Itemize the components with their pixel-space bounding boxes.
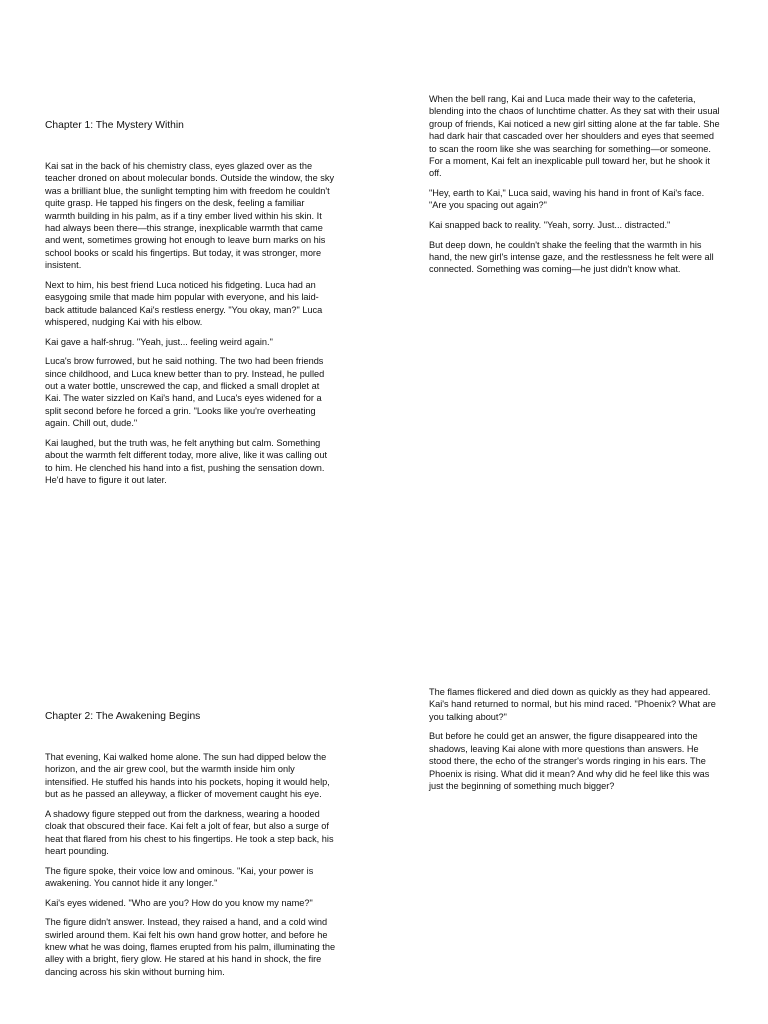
paragraph: Next to him, his best friend Luca noticed his fidgeting. Luca had an easygoing smile that made him popular with everyone, and his laid-back attitude balanced Kai's restless energy. "You okay, man?" Luca whispered, nudging Kai with his elbow.	[45, 279, 323, 328]
chapter-2-left-column	[45, 751, 337, 985]
paragraph: The figure didn't answer. Instead, they raised a hand, and a cold wind swirled around them. Kai felt his own hand grow hotter, and before he knew what he was doing, flames erupted from his palm, illuminating the alley with a bright, fiery glow. He stared at his hand in shock, the fire dancing across his skin without burning him.	[45, 917, 336, 977]
paragraph: But deep down, he couldn't shake the feeling that the warmth in his hand, the new girl's intense gaze, and the restlessness he felt were all connected. Something was coming—he just didn't know what.	[429, 239, 714, 275]
paragraph: A shadowy figure stepped out from the darkness, wearing a hooded cloak that obscured their face. Kai felt a jolt of fear, but also a surge of heat that flared from his chest to his fingertips. He took a step back, his heart pounding.	[45, 808, 334, 857]
chapter-1-title: Chapter 1: The Mystery Within	[45, 120, 184, 131]
chapter-1-right-column	[429, 93, 721, 283]
paragraph: When the bell rang, Kai and Luca made their way to the cafeteria, blending into the chaos of lunchtime chatter. As they sat with their usual group of friends, Kai noticed a new girl sitting alone at the far table. She had dark hair that cascaded over her shoulders and eyes that seemed to scan the room like she was searching for something—or someone. For a moment, Kai felt an inexplicable pull toward her, but he shook it off.	[429, 94, 720, 179]
paragraph: Kai's eyes widened. "Who are you? How do you know my name?"	[45, 897, 313, 908]
paragraph: "Hey, earth to Kai," Luca said, waving his hand in front of Kai's face. "Are you spacing out again?"	[429, 188, 705, 211]
paragraph: The flames flickered and died down as quickly as they had appeared. Kai's hand returned to normal, but his mind raced. "Phoenix? What are you talking about?"	[429, 687, 716, 722]
paragraph: Kai gave a half-shrug. "Yeah, just... feeling weird again."	[45, 336, 273, 347]
chapter-2-right-column	[429, 686, 721, 800]
chapter-1-left-column	[45, 160, 337, 494]
chapter-2-title: Chapter 2: The Awakening Begins	[45, 711, 201, 722]
paragraph: Kai sat in the back of his chemistry class, eyes glazed over as the teacher droned on about molecular bonds. Outside the window, the sky was a brilliant blue, the sunlight tempting him with freedom he couldn't quite grasp. He tapped his fingers on the desk, feeling a familiar warmth building in his palm, as if a tiny ember lived within his skin. It had always been there—this strange, inexplicable warmth that came and went, sometimes growing hot enough to leave burn marks on his school books or scald his fingertips. But today, it was stronger, more insistent.	[45, 161, 335, 271]
paragraph: Kai laughed, but the truth was, he felt anything but calm. Something about the warmth felt different today, more alive, like it was calling out to him. He clenched his hand into a fist, pushing the sensation down. He'd have to figure it out later.	[45, 437, 328, 486]
paragraph: The figure spoke, their voice low and ominous. "Kai, your power is awakening. You cannot hide it any longer."	[45, 865, 314, 889]
paragraph: But before he could get an answer, the figure disappeared into the shadows, leaving Kai alone with more questions than answers. He stood there, the echo of the stranger's words ringing in his ears. The Phoenix is rising. What did it mean? And why did he feel like this was just the beginning of something much bigger?	[429, 731, 710, 792]
paragraph: Kai snapped back to reality. "Yeah, sorry. Just... distracted."	[429, 220, 671, 231]
paragraph: Luca's brow furrowed, but he said nothing. The two had been friends since childhood, and Luca knew better than to pry. Instead, he pulled out a water bottle, unscrewed the cap, and flicked a small droplet at Kai. The water sizzled on Kai's hand, and Luca's eyes widened for a split second before he forced a grin. "Looks like you're overheating again. Chill out, dude."	[45, 356, 325, 429]
paragraph: That evening, Kai walked home alone. The sun had dipped below the horizon, and the air grew cool, but the warmth inside him only intensified. He stuffed his hands into his pockets, hoping it would help, but as he passed an alleyway, a flicker of movement caught his eye.	[45, 752, 330, 800]
